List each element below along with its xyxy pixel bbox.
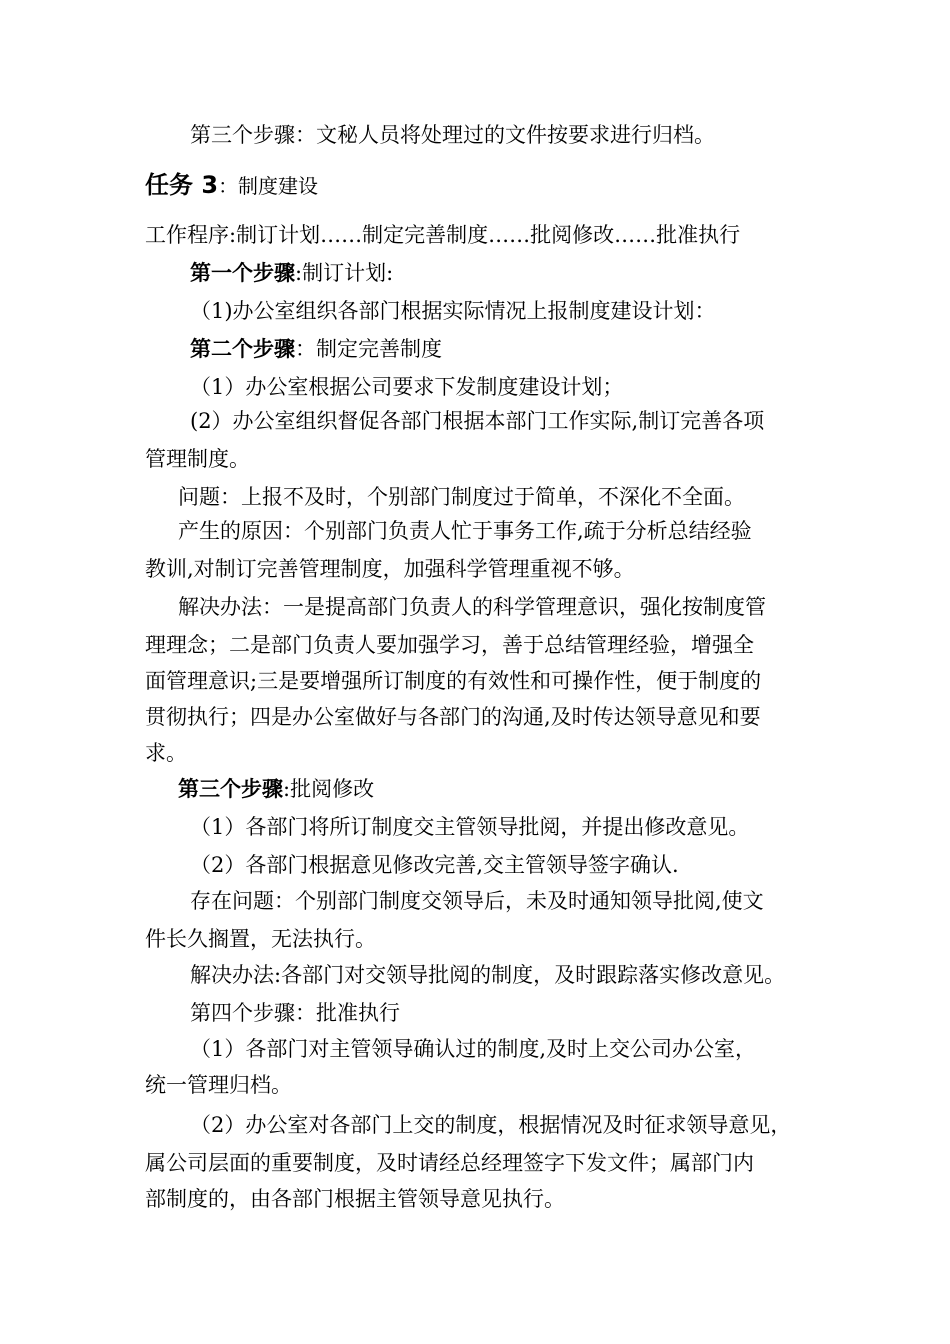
step1-label: 第一个步骤 xyxy=(190,260,295,285)
step4-item1: （1）各部门对主管领导确认过的制度,及时上交公司办公室， xyxy=(190,1037,757,1061)
step2-item1: （1）办公室根据公司要求下发制度建设计划； xyxy=(190,375,624,399)
step1-item1: （1)办公室组织各部门根据实际情况上报制度建设计划： xyxy=(190,299,716,323)
problem-line: 问题：上报不及时，个别部门制度过于简单，不深化不全面。 xyxy=(178,485,745,509)
step1-title: :制订计划: xyxy=(295,261,394,285)
work-procedure-line: 工作程序:制订计划……制定完善制度……批阅修改……批准执行 xyxy=(145,223,741,247)
step2-heading xyxy=(190,334,442,364)
step3-label: 第三个步骤 xyxy=(178,776,283,801)
step4-item2-cont2: 部制度的，由各部门根据主管领导意见执行。 xyxy=(145,1187,565,1211)
step3-problem: 存在问题：个别部门制度交领导后，未及时通知领导批阅,使文 xyxy=(190,889,764,913)
solution-line-4: 贯彻执行；四是办公室做好与各部门的沟通,及时传达领导意见和要 xyxy=(145,705,761,729)
cause-line-cont: 教训,对制订完善管理制度，加强科学管理重视不够。 xyxy=(145,557,635,581)
section-heading-task3 xyxy=(145,170,318,201)
step3-item2: （2）各部门根据意见修改完善,交主管领导签字确认. xyxy=(190,853,679,877)
step2-title: ：制定完善制度 xyxy=(295,337,442,361)
step3-problem-cont: 件长久搁置，无法执行。 xyxy=(145,927,376,951)
step4-heading: 第四个步骤：批准执行 xyxy=(190,1001,400,1025)
solution-line-2: 理理念；二是部门负责人要加强学习，善于总结管理经验，增强全 xyxy=(145,633,754,657)
step3-item1: （1）各部门将所订制度交主管领导批阅，并提出修改意见。 xyxy=(190,815,750,839)
cause-line: 产生的原因：个别部门负责人忙于事务工作,疏于分析总结经验 xyxy=(178,519,752,543)
step2-item2: (2）办公室组织督促各部门根据本部门工作实际,制订完善各项 xyxy=(190,409,765,433)
solution-line-1: 解决办法：一是提高部门负责人的科学管理意识，强化按制度管 xyxy=(178,595,766,619)
step3-solution: 解决办法:各部门对交领导批阅的制度，及时跟踪落实修改意见。 xyxy=(190,963,786,987)
section-heading-title: ：制度建设 xyxy=(218,174,319,198)
step4-item2: （2）办公室对各部门上交的制度，根据情况及时征求领导意见， xyxy=(190,1113,792,1137)
step3-title: :批阅修改 xyxy=(283,777,375,801)
step4-item2-cont1: 属公司层面的重要制度，及时请经总经理签字下发文件；属部门内 xyxy=(145,1151,754,1175)
step2-label: 第二个步骤 xyxy=(190,336,295,361)
solution-line-5: 求。 xyxy=(145,741,187,765)
section-heading-label: 任务 3 xyxy=(145,171,219,199)
step4-item1-cont: 统一管理归档。 xyxy=(145,1073,292,1097)
paragraph-step3-archive: 第三个步骤：文秘人员将处理过的文件按要求进行归档。 xyxy=(190,123,715,147)
step3-heading xyxy=(178,774,374,804)
solution-line-3: 面管理意识;三是要增强所订制度的有效性和可操作性，便于制度的 xyxy=(145,669,762,693)
step1-heading xyxy=(190,258,393,288)
step2-item2-cont: 管理制度。 xyxy=(145,447,250,471)
